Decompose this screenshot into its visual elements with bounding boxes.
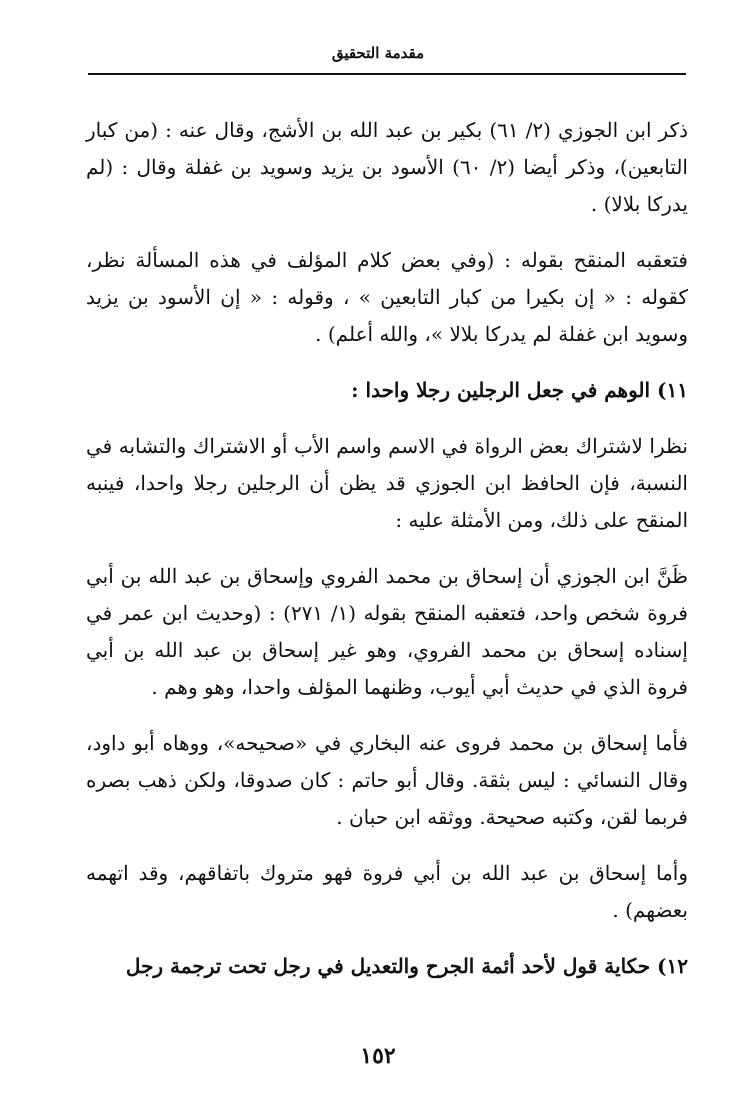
page-number: ١٥٢ (360, 1043, 396, 1069)
running-header: مقدمة التحقيق (331, 44, 425, 62)
paragraph-6: وأما إسحاق بن عبد الله بن أبي فروة فهو متروك باتفاقهم، وقد اتهمه بعضهم) . (86, 861, 688, 922)
page-body (86, 112, 688, 1004)
section-heading-12: ١٢) حكاية قول لأحد أئمة الجرح والتعديل في رجل تحت ترجمة رجل (125, 954, 688, 978)
paragraph-3: نظرا لاشتراك بعض الرواة في الاسم واسم الأب أو الاشتراك والتشابه في النسبة، فإن الحافظ ابن الجوزي قد يظن أن الرجلين رجلا واحدا، فينبه المنقح على ذلك، ومن الأمثلة عليه : (86, 434, 688, 532)
paragraph-5: فأما إسحاق بن محمد فروى عنه البخاري في «صحيحه»، ووهاه أبو داود، وقال النسائي : ليس بثقة. وقال أبو حاتم : كان صدوقا، ولكن ذهب بصره فربما لقن، وكتبه صحيحة. ووثقه ابن حبان . (86, 731, 688, 829)
section-heading-11: ١١) الوهم في جعل الرجلين رجلا واحدا : (351, 378, 688, 402)
header-rule (88, 73, 686, 75)
paragraph-1: ذكر ابن الجوزي (٢/ ٦١) بكير بن عبد الله بن الأشج، وقال عنه : (من كبار التابعين)، وذكر أيضا (٢/ ٦٠) الأسود بن يزيد وسويد بن غفلة وقال : (لم يدركا بلالا) . (86, 118, 688, 216)
paragraph-2: فتعقبه المنقح بقوله : (وفي بعض كلام المؤلف في هذه المسألة نظر، كقوله : « إن بكيرا من كبار التابعين » ، وقوله : « إن الأسود بن يزيد وسويد ابن غفلة لم يدركا بلالا »، والله أعلم) . (86, 248, 688, 346)
paragraph-4: ظَنَّ ابن الجوزي أن إسحاق بن محمد الفروي وإسحاق بن عبد الله بن أبي فروة شخص واحد، فتعقبه المنقح بقوله (١/ ٢٧١) : (وحديث ابن عمر في إسناده إسحاق بن محمد الفروي، وهو غير إسحاق بن عبد الله بن أبي فروة الذي في حديث أبي أيوب، وظنهما المؤلف واحدا، وهو وهم . (86, 564, 688, 699)
